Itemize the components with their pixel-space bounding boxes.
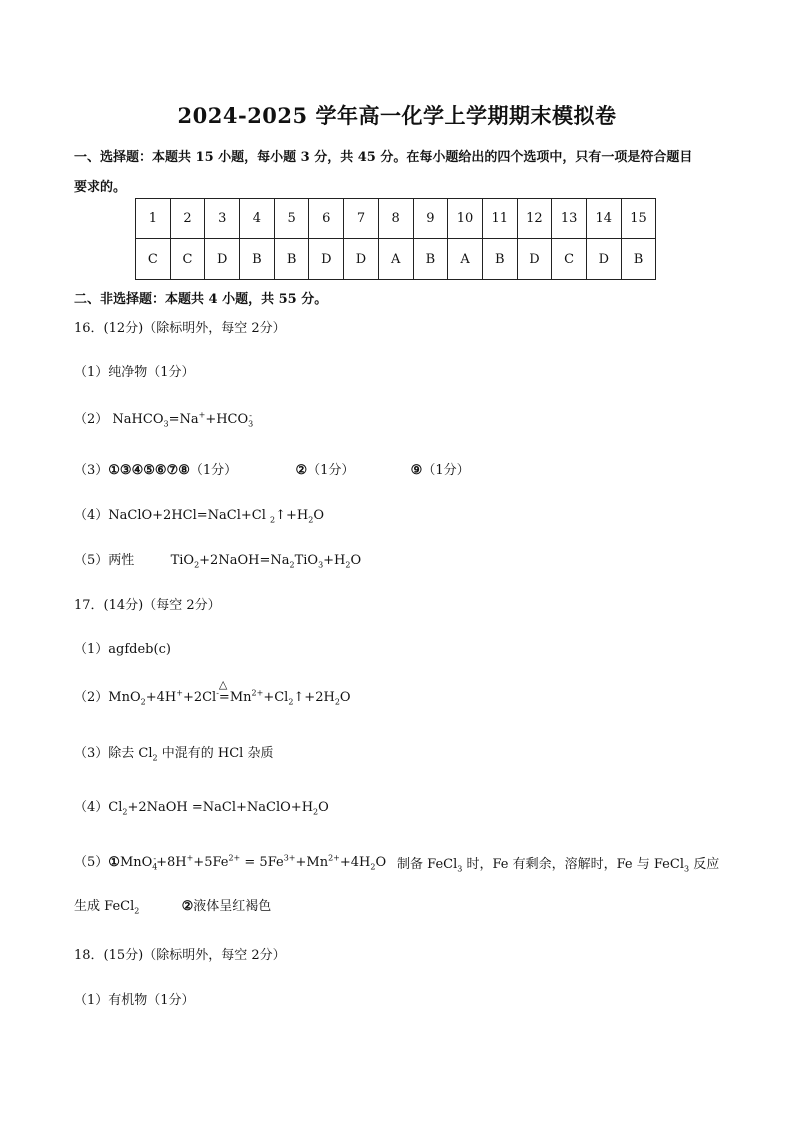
- score-note: （1分）: [189, 463, 238, 478]
- equation: $TiO_2+2NaOH=Na_2TiO_3+H_2O$: [170, 553, 362, 570]
- equation: NaClO+2HCl=NaCl+Cl $_2↑+H_2O$: [108, 508, 325, 525]
- q16-part2: [74, 408, 252, 429]
- question-number: 3: [205, 199, 240, 239]
- question-number: 5: [274, 199, 309, 239]
- section1-heading-cont: 要求的。: [74, 180, 127, 195]
- answer-table-number-row: [136, 199, 656, 239]
- question-number: 1: [136, 199, 171, 239]
- equation: $MnO_4^-+8H^++5Fe^{2+} = 5Fe^{3+}+Mn^{2+}+4H_2O$: [119, 853, 387, 872]
- answer-a: ①③④⑤⑥⑦⑧: [108, 463, 190, 478]
- q16-header: 16．(12分)（除标明外，每空 2分）: [74, 321, 286, 336]
- part-label: （2）: [74, 690, 109, 705]
- question-number: 6: [309, 199, 344, 239]
- answer-cell: C: [136, 239, 171, 280]
- answer-cell: D: [586, 239, 621, 280]
- score-note: （1分）: [422, 463, 470, 478]
- q17-part5-line2: 生成 FeCl$_2$ ②液体呈红褐色: [74, 899, 272, 916]
- part-label: （4）: [74, 508, 109, 523]
- heat-symbol: △: [218, 678, 228, 691]
- question-number: 8: [378, 199, 413, 239]
- equation: $NaHCO_3=Na^++HCO_3^-$: [112, 410, 254, 429]
- answer-cell: B: [482, 239, 517, 280]
- equation: MnO$_2$+4H++2Cl- △ $=Mn^{2+}+Cl_2↑+2H_2O$: [108, 678, 351, 707]
- question-number: 10: [448, 199, 483, 239]
- question-number: 11: [482, 199, 517, 239]
- sub-answer-1: ①: [108, 855, 120, 870]
- answer-b: ②: [295, 463, 308, 478]
- question-number: 14: [586, 199, 621, 239]
- q16-part5: [74, 549, 361, 570]
- answer-c: ⑨: [410, 463, 423, 478]
- answer-table: [135, 198, 656, 280]
- sub-answer-2: ②: [181, 899, 194, 914]
- answer-cell: B: [413, 239, 448, 280]
- answer-cell: D: [309, 239, 344, 280]
- part-label: （5）: [74, 855, 109, 870]
- q18-part1: （1）有机物（1分）: [74, 993, 195, 1008]
- section2-heading: 二、非选择题：本题共 4 小题，共 55 分。: [74, 292, 328, 307]
- q17-part1: （1）agfdeb(c): [74, 642, 171, 657]
- answer-cell: D: [344, 239, 379, 280]
- question-number: 4: [240, 199, 275, 239]
- answer-cell: D: [517, 239, 552, 280]
- q17-part5-explanation: 制备 FeCl$_3$ 时，Fe 有剩余，溶解时，Fe 与 FeCl$_3$ 反应: [397, 857, 720, 874]
- answer-cell: B: [621, 239, 656, 280]
- q18-header: 18．(15分)（除标明外，每空 2分）: [74, 948, 286, 963]
- q17-header: 17．(14分)（每空 2分）: [74, 598, 221, 613]
- equation: $Cl_2+2NaOH$ $=NaCl+NaClO+H_2O$: [108, 800, 329, 817]
- part-label: （5）两性: [74, 553, 135, 568]
- question-number: 9: [413, 199, 448, 239]
- answer-cell: B: [240, 239, 275, 280]
- section1-heading: 一、选择题：本题共 15 小题，每小题 3 分，共 45 分。在每小题给出的四个选项中，只有一项是符合题目: [74, 150, 693, 165]
- question-number: 7: [344, 199, 379, 239]
- answer-table-answer-row: [136, 239, 656, 280]
- answer-cell: D: [205, 239, 240, 280]
- answer-cell: B: [274, 239, 309, 280]
- q17-part2: [74, 678, 351, 707]
- score-note: （1分）: [307, 463, 355, 478]
- question-number: 12: [517, 199, 552, 239]
- answer-cell: C: [552, 239, 587, 280]
- q17-part5: [74, 851, 386, 872]
- q16-part3: [74, 459, 470, 478]
- answer-cell: A: [448, 239, 483, 280]
- part-label: （2）: [74, 412, 109, 427]
- answer-cell: C: [170, 239, 205, 280]
- question-number: 13: [552, 199, 587, 239]
- answer-cell: A: [378, 239, 413, 280]
- q16-part1: （1）纯净物（1分）: [74, 365, 195, 380]
- q16-part4: [74, 504, 324, 525]
- question-number: 2: [170, 199, 205, 239]
- part-label: （3）: [74, 463, 109, 478]
- part-label: （4）: [74, 800, 109, 815]
- page-title: 2024-2025 学年高一化学上学期期末模拟卷: [177, 103, 617, 128]
- q17-part3: （3）除去 $Cl_2$ 中混有的 HCl 杂质: [74, 746, 274, 763]
- question-number: 15: [621, 199, 656, 239]
- q17-part4: [74, 796, 329, 817]
